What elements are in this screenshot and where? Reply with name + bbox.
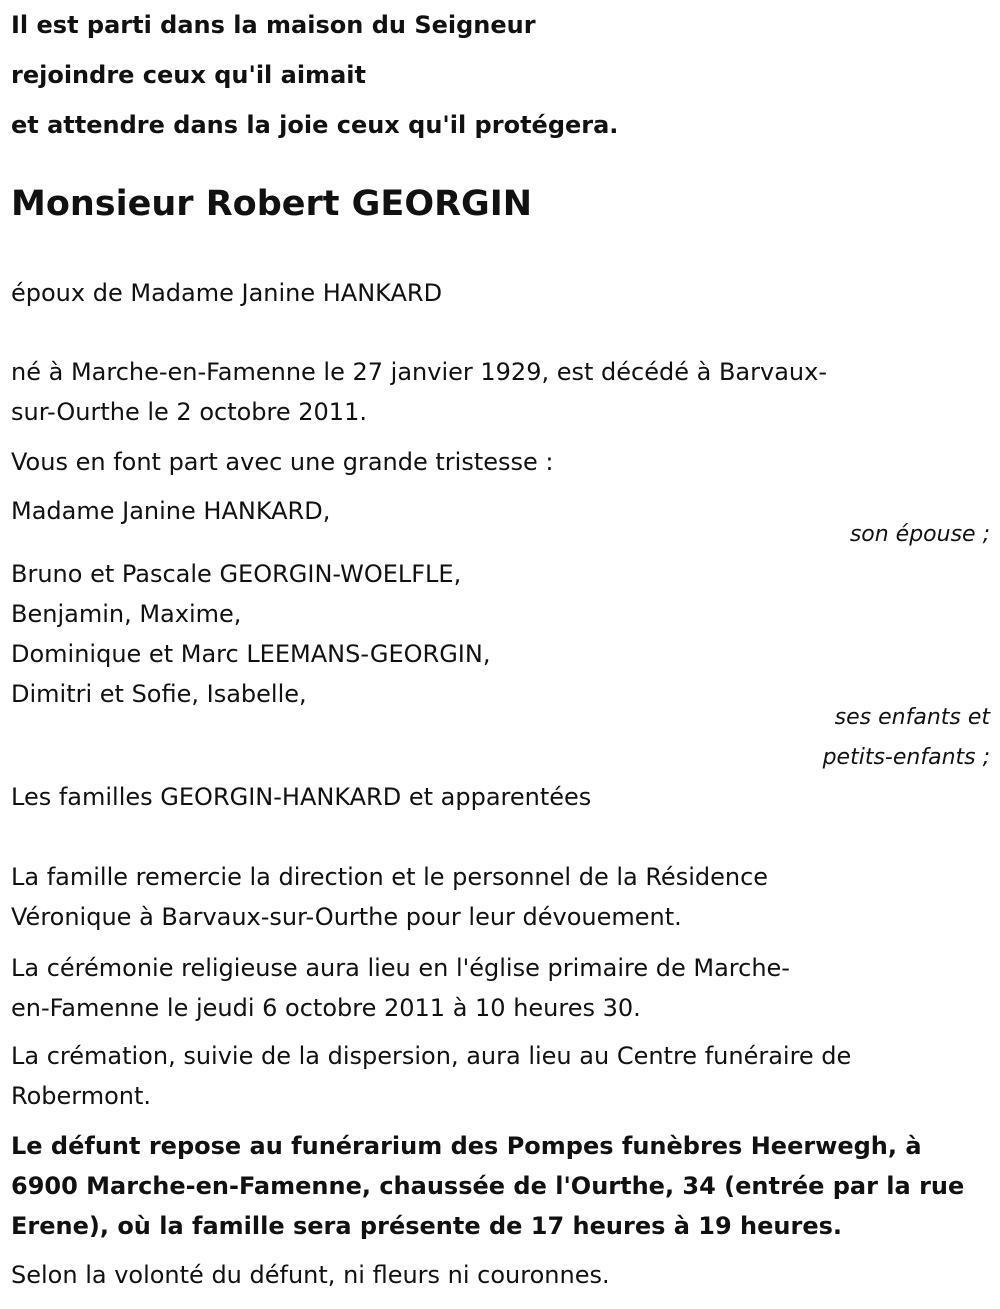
deceased-name: Monsieur Robert GEORGIN xyxy=(11,184,533,224)
spouse-role: son épouse ; xyxy=(849,522,990,547)
epigraph-line-1: Il est parti dans la maison du Seigneur xyxy=(11,11,536,39)
thanks-line-1: La famille remercie la direction et le personnel de la Résidence xyxy=(11,863,769,891)
ceremony-line-1: La cérémonie religieuse aura lieu en l'église primaire de Marche- xyxy=(11,954,790,982)
birth-death-line-2: sur-Ourthe le 2 octobre 2011. xyxy=(11,398,367,426)
spouse-name: Madame Janine HANKARD, xyxy=(11,497,331,525)
flowers-line: Selon la volonté du défunt, ni fleurs ni couronnes. xyxy=(11,1261,610,1289)
children-role-line-1: ses enfants et xyxy=(834,705,990,730)
epigraph-line-2: rejoindre ceux qu'il aimait xyxy=(11,61,366,89)
cremation-line-1: La crémation, suivie de la dispersion, aura lieu au Centre funéraire de xyxy=(11,1042,852,1070)
thanks-line-2: Véronique à Barvaux-sur-Ourthe pour leur dévouement. xyxy=(11,903,682,931)
children-line-1: Bruno et Pascale GEORGIN-WOELFLE, xyxy=(11,560,462,588)
cremation-line-2: Robermont. xyxy=(11,1082,152,1110)
children-line-4: Dimitri et Sofie, Isabelle, xyxy=(11,680,307,708)
ceremony-line-2: en-Famenne le jeudi 6 octobre 2011 à 10 heures 30. xyxy=(11,994,641,1022)
announcement: Vous en font part avec une grande tristesse : xyxy=(11,448,554,476)
funerarium-line-3: Erene), où la famille sera présente de 17 heures à 19 heures. xyxy=(11,1212,843,1240)
spouse-line: époux de Madame Janine HANKARD xyxy=(11,279,443,307)
birth-death-line-1: né à Marche-en-Famenne le 27 janvier 1929, est décédé à Barvaux- xyxy=(11,358,827,386)
children-line-3: Dominique et Marc LEEMANS-GEORGIN, xyxy=(11,640,491,668)
children-role-line-2: petits-enfants ; xyxy=(822,745,990,770)
epigraph-line-3: et attendre dans la joie ceux qu'il protégera. xyxy=(11,111,619,139)
families-line: Les familles GEORGIN-HANKARD et apparentées xyxy=(11,783,592,811)
children-line-2: Benjamin, Maxime, xyxy=(11,600,242,628)
funerarium-line-2: 6900 Marche-en-Famenne, chaussée de l'Ourthe, 34 (entrée par la rue xyxy=(11,1172,965,1200)
funerarium-line-1: Le défunt repose au funérarium des Pompes funèbres Heerwegh, à xyxy=(11,1132,922,1160)
